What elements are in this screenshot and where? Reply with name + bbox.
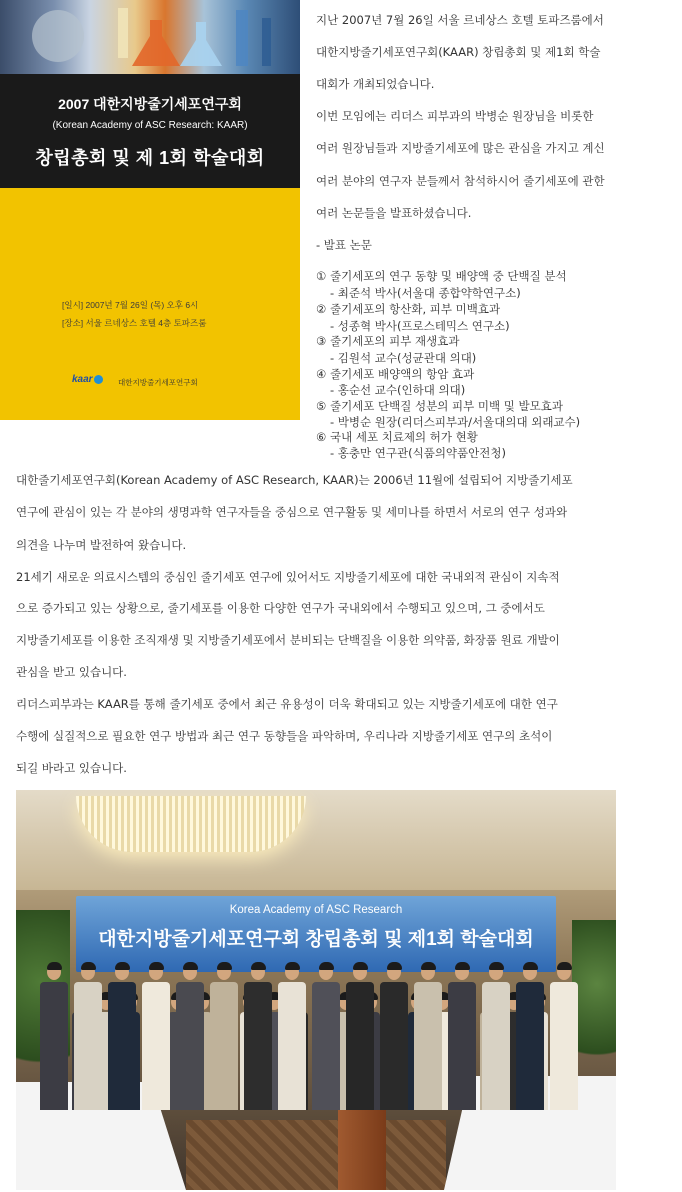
papers-heading: - 발표 논문: [316, 238, 372, 252]
attendee: [210, 960, 238, 1110]
intro-line: 이번 모임에는 리더스 피부과의 박병순 원장님을 비롯한: [316, 109, 594, 123]
poster-organization: 대한지방줄기세포연구회: [118, 378, 198, 387]
attendee: [74, 960, 102, 1110]
paper-author: - 성종혁 박사(프로스테믹스 연구소): [330, 319, 510, 333]
intro-line: 여러 분야의 연구자 분들께서 참석하시어 줄기세포에 관한: [316, 174, 605, 188]
attendees-group: [40, 940, 580, 1110]
attendee: [176, 960, 204, 1110]
attendee: [550, 960, 578, 1110]
paper-title: ⑥ 국내 세포 치료제의 허가 현황: [316, 430, 478, 444]
body-line: 연구에 관심이 있는 각 분야의 생명과학 연구자들을 중심으로 연구활동 및 세미나를 하면서 서로의 연구 성과와: [16, 505, 568, 519]
poster-title: 2007 대한지방줄기세포연구회: [58, 96, 242, 112]
paper-author: - 김원석 교수(성균관대 의대): [330, 351, 477, 365]
paper-title: ⑤ 줄기세포 단백질 성분의 피부 미백 및 발모효과: [316, 399, 563, 413]
attendee: [108, 960, 136, 1110]
intro-line: 지난 2007년 7월 26일 서울 르네상스 호텔 토파즈룸에서: [316, 13, 604, 27]
paper-title: ① 줄기세포의 연구 동향 및 배양액 중 단백질 분석: [316, 269, 567, 283]
carpet: [186, 1120, 446, 1190]
event-group-photo: [16, 790, 616, 1190]
body-line: 관심을 받고 있습니다.: [16, 665, 127, 679]
body-line: 의견을 나누며 발전하여 왔습니다.: [16, 538, 187, 552]
paper-author: - 홍순선 교수(인하대 의대): [330, 383, 466, 397]
body-line: 으로 증가되고 있는 상황으로, 줄기세포를 이용한 다양한 연구가 국내외에서 수행되고 있으며, 그 중에서도: [16, 601, 545, 615]
body-line: 리더스피부과는 KAAR를 통해 줄기세포 중에서 최근 유용성이 더욱 확대되고 있는 지방줄기세포에 대한 연구: [16, 697, 558, 711]
poster-lab-photo: [0, 0, 300, 74]
paper-title: ④ 줄기세포 배양액의 항암 효과: [316, 367, 475, 381]
body-line: 수행에 실질적으로 필요한 연구 방법과 최근 연구 동향들을 파악하며, 우리나라 지방줄기세포 연구의 초석이: [16, 729, 553, 743]
banner-english: Korea Academy of ASC Research: [229, 904, 403, 916]
attendee: [142, 960, 170, 1110]
paper-author: - 홍충만 연구관(식품의약품안전청): [330, 446, 506, 460]
poster-subtitle: (Korean Academy of ASC Research: KAAR): [52, 120, 248, 131]
paper-author: - 최준석 박사(서울대 종합약학연구소): [330, 286, 521, 300]
attendee: [40, 960, 68, 1110]
attendee: [278, 960, 306, 1110]
attendee: [244, 960, 272, 1110]
attendee: [346, 960, 374, 1110]
paper-title: ② 줄기세포의 항산화, 피부 미백효과: [316, 302, 501, 316]
attendee: [448, 960, 476, 1110]
poster-title-block: [0, 74, 300, 188]
poster-date: [일시] 2007년 7월 26일 (목) 오후 6시: [62, 300, 199, 310]
attendee: [380, 960, 408, 1110]
kaar-logo: [72, 374, 103, 385]
intro-line: 여러 논문들을 발표하셨습니다.: [316, 206, 472, 220]
paper-title: ③ 줄기세포의 피부 재생효과: [316, 334, 460, 348]
body-line: 되길 바라고 있습니다.: [16, 761, 127, 775]
event-poster: [0, 0, 300, 420]
kaar-logo-mark-icon: [94, 375, 103, 384]
body-line: 21세기 새로운 의료시스템의 중심인 줄기세포 연구에 있어서도 지방줄기세포에 대한 국내외적 관심이 지속적: [16, 570, 560, 584]
intro-line: 여러 원장님들과 지방줄기세포에 많은 관심을 가지고 계신: [316, 141, 605, 155]
chandelier: [76, 796, 306, 852]
paper-author: - 박병순 원장(리더스피부과/서울대의대 외래교수): [330, 415, 581, 429]
lab-flasks-illustration: [0, 0, 300, 74]
kaar-logo-text: kaar: [72, 374, 93, 385]
body-line: 지방줄기세포를 이용한 조직재생 및 지방줄기세포에서 분비되는 단백질을 이용한 의약품, 화장품 원료 개발이: [16, 633, 560, 647]
banner-korean: 대한지방줄기세포연구회 창립총회 및 제1회 학술대회: [98, 929, 534, 950]
attendee: [482, 960, 510, 1110]
attendee: [516, 960, 544, 1110]
attendee: [414, 960, 442, 1110]
poster-place: [장소] 서울 르네상스 호텔 4층 토파즈룸: [62, 318, 207, 328]
intro-line: 대회가 개최되었습니다.: [316, 77, 435, 91]
intro-line: 대한지방줄기세포연구회(KAAR) 창립총회 및 제1회 학술: [316, 45, 601, 59]
body-line: 대한줄기세포연구회(Korean Academy of ASC Research, KAAR)는 2006년 11월에 설립되어 지방줄기세포: [16, 473, 573, 487]
poster-main-heading: 창립총회 및 제 1회 학술대회: [35, 148, 265, 168]
attendee: [312, 960, 340, 1110]
